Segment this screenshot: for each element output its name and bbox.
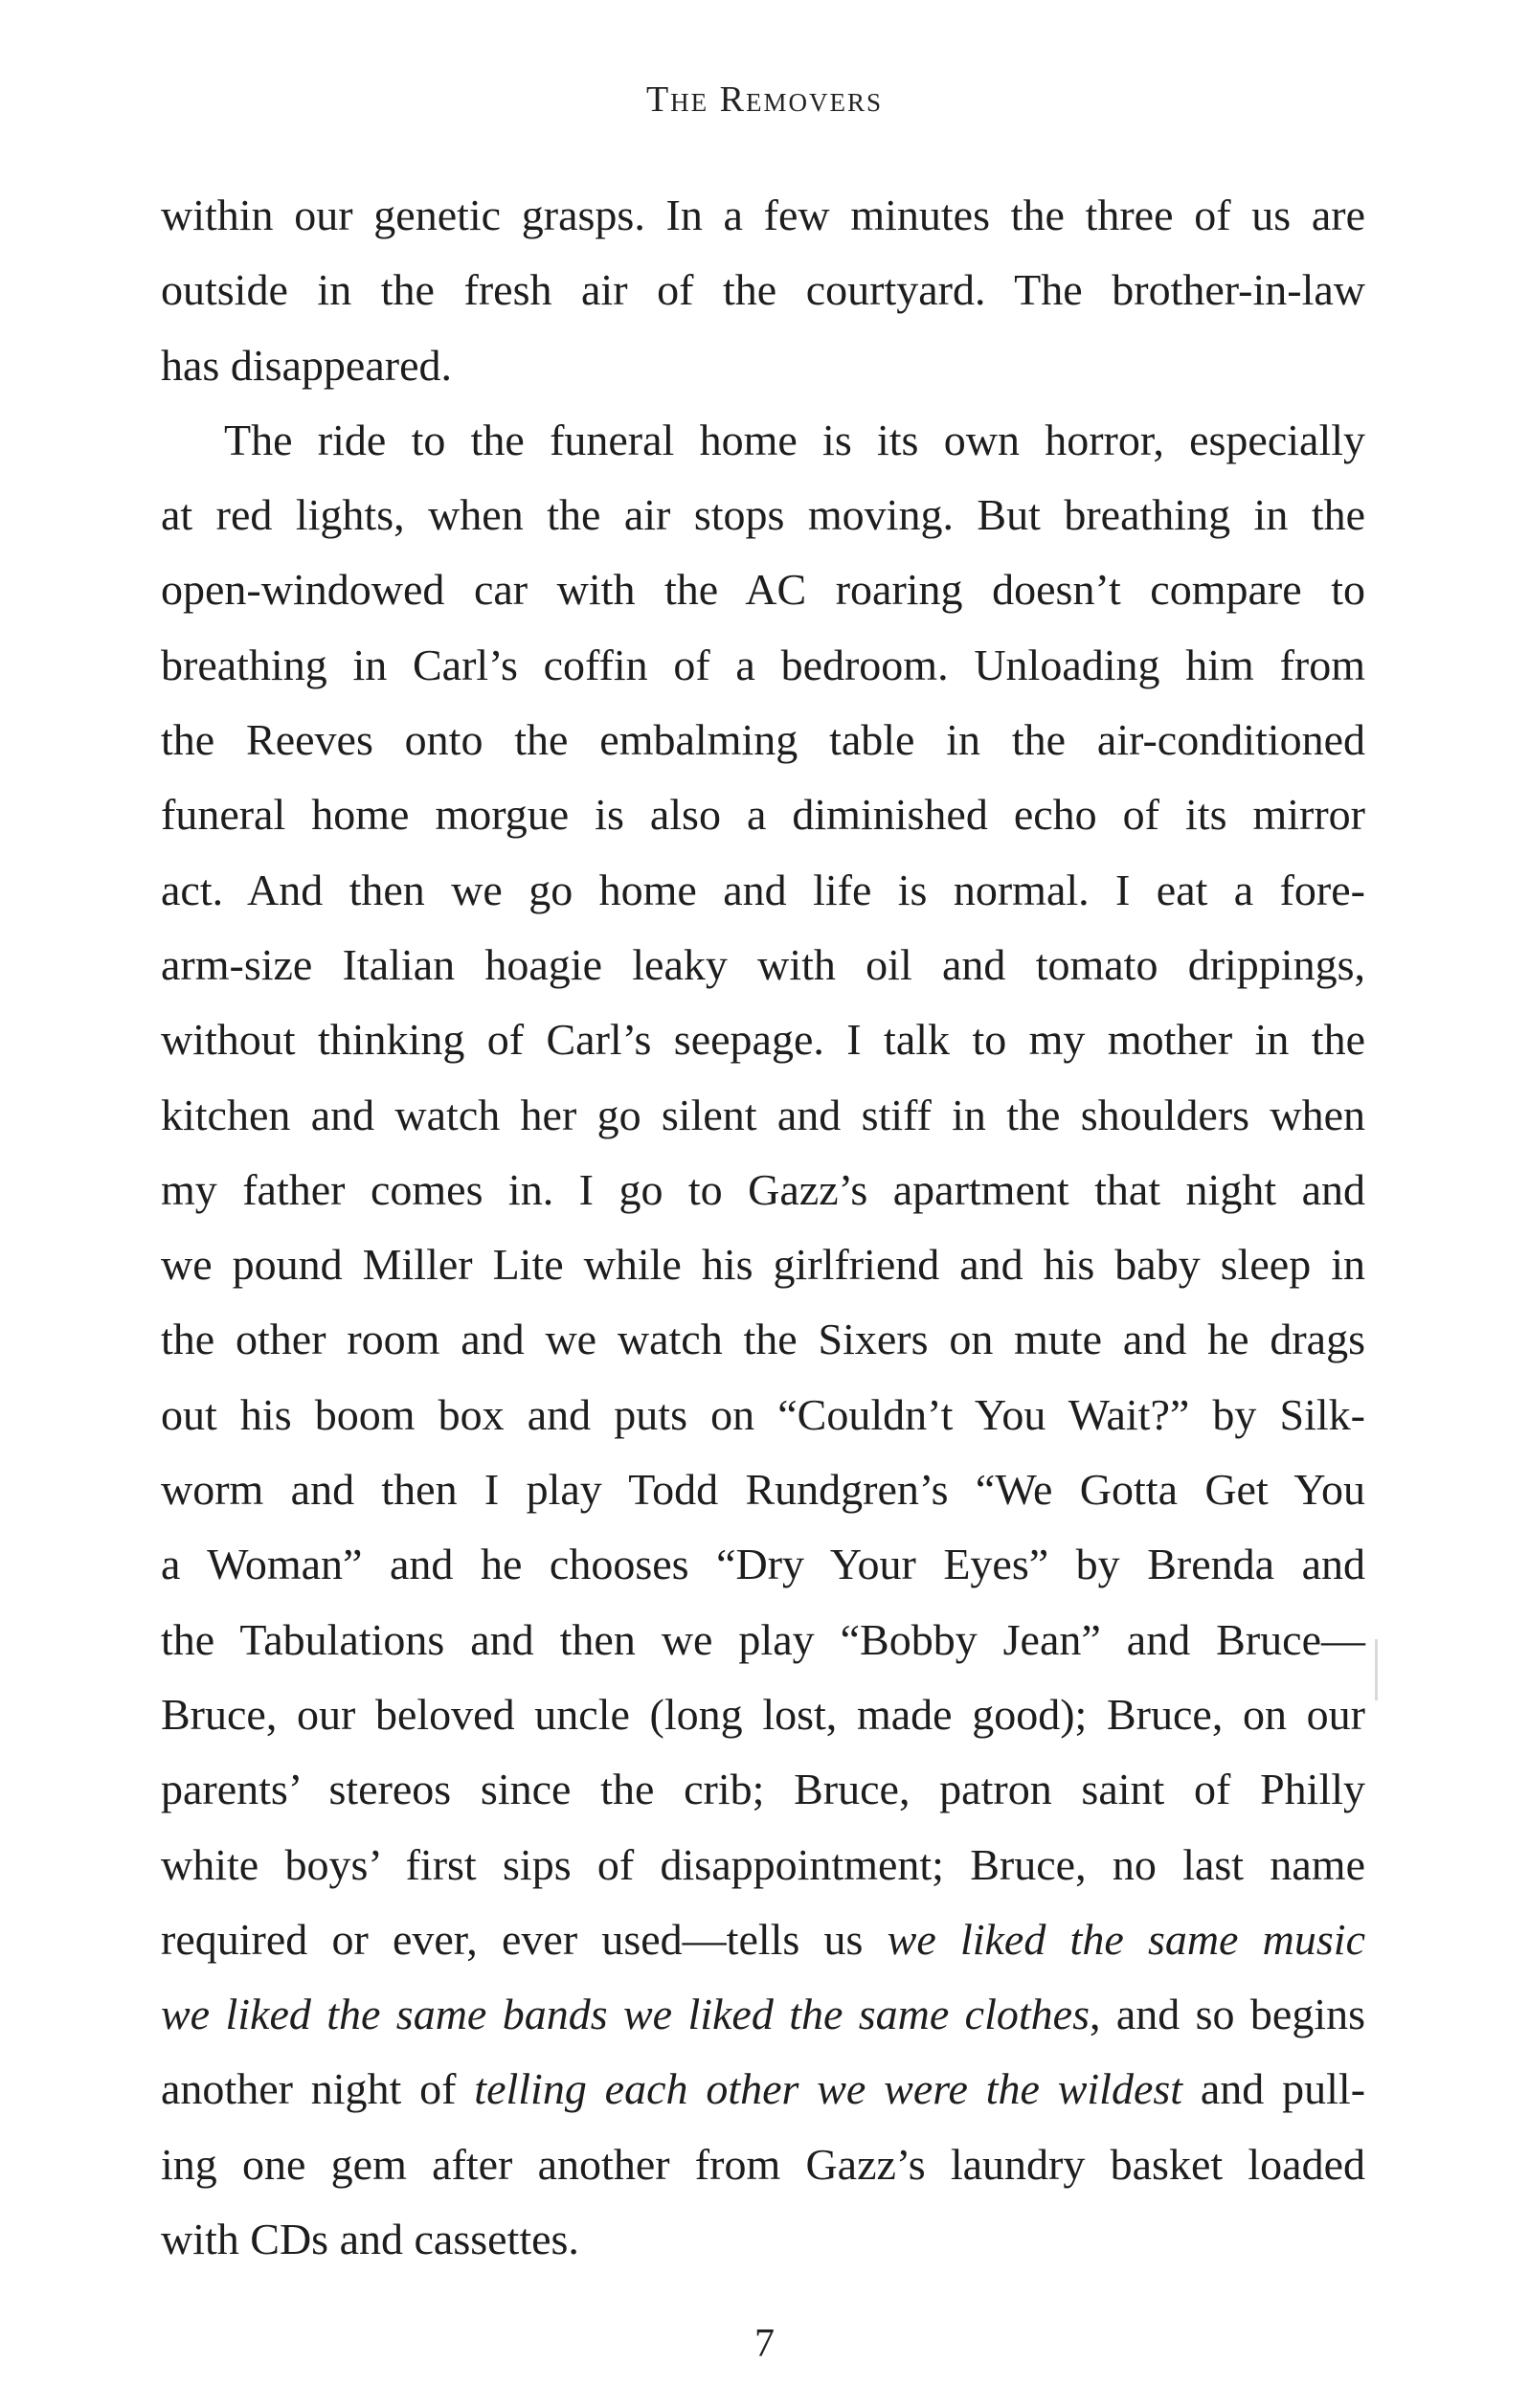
text-line: [161, 1078, 1365, 1153]
text-line: [161, 253, 1365, 327]
text-line: [161, 2052, 1365, 2127]
text-line: [161, 853, 1365, 928]
text-line: [161, 1153, 1365, 1227]
text-run: out his boom box and puts on “Couldn’t You Wait?” by Silk-: [161, 1389, 1365, 1439]
text-line: [161, 1828, 1365, 1902]
italic-run: telling each other we were the wildest: [474, 2064, 1183, 2114]
page-number: 7: [754, 2322, 775, 2366]
text-run: arm-size Italian hoagie leaky with oil and tomato drippings,: [161, 939, 1365, 989]
text-line: [161, 1977, 1365, 2052]
text-run: at red lights, when the air stops moving. But breathing in the: [161, 490, 1365, 540]
italic-run: we liked the same bands we liked the same clothes: [161, 1990, 1090, 2039]
text-run: within our genetic grasps. In a few minutes the three of us are: [161, 191, 1365, 239]
text-run: ing one gem after another from Gazz’s laundry basket loaded: [161, 2139, 1365, 2189]
text-line: [161, 928, 1365, 1002]
text-line: [161, 1378, 1365, 1452]
text-run: breathing in Carl’s coffin of a bedroom. Unloading him from: [161, 640, 1365, 689]
body-text: [161, 178, 1365, 2277]
text-line: [161, 1902, 1365, 1977]
running-head: The Removers: [645, 79, 884, 120]
text-line: [161, 403, 1365, 478]
text-line: [161, 2202, 1365, 2277]
text-run: act. And then we go home and life is normal. I eat a fore-: [161, 865, 1365, 914]
text-line: [161, 703, 1365, 777]
italic-run: we liked the same music: [887, 1914, 1365, 1964]
text-line: [161, 478, 1365, 552]
text-run: parents’ stereos since the crib; Bruce, patron saint of Philly: [161, 1765, 1365, 1814]
text-run: the Tabulations and then we play “Bobby Jean” and Bruce—: [161, 1614, 1365, 1664]
text-line: [161, 777, 1365, 852]
text-line: [161, 1603, 1365, 1677]
text-line: [161, 178, 1365, 253]
text-run: kitchen and watch her go silent and stiff in the shoulders when: [161, 1090, 1365, 1139]
text-line: [161, 1527, 1365, 1602]
text-run: funeral home morgue is also a diminished echo of its mirror: [161, 790, 1365, 840]
text-line: [161, 1302, 1365, 1377]
text-run: and pull-: [1182, 2064, 1366, 2114]
text-run: with CDs and cassettes.: [161, 2215, 579, 2264]
text-run: has disappeared.: [161, 340, 452, 390]
text-run: we pound Miller Lite while his girlfriend and his baby sleep in: [161, 1240, 1365, 1290]
text-line: [161, 1677, 1365, 1752]
text-run: Bruce, our beloved uncle (long lost, made good); Bruce, on our: [161, 1689, 1365, 1739]
text-run: open-windowed car with the AC roaring doesn’t compare to: [161, 565, 1365, 615]
text-line: [161, 1227, 1365, 1302]
text-line: [161, 1452, 1365, 1527]
paragraph: [161, 178, 1365, 403]
text-run: the Reeves onto the embalming table in the air-conditioned: [161, 715, 1365, 765]
text-run: The ride to the funeral home is its own horror, especially: [224, 415, 1365, 464]
text-run: , and so begins: [1089, 1990, 1366, 2039]
text-run: required or ever, ever used—tells us: [161, 1914, 888, 1964]
text-run: the other room and we watch the Sixers on mute and he drags: [161, 1315, 1365, 1364]
text-run: worm and then I play Todd Rundgren’s “We Gotta Get You: [161, 1465, 1365, 1515]
text-run: my father comes in. I go to Gazz’s apartment that night and: [161, 1164, 1365, 1214]
text-run: white boys’ first sips of disappointment; Bruce, no last name: [161, 1839, 1365, 1889]
text-line: [161, 1752, 1365, 1827]
paragraph: [161, 403, 1365, 2277]
scan-edge-mark: [1375, 1639, 1378, 1700]
text-run: a Woman” and he chooses “Dry Your Eyes” by Brenda and: [161, 1540, 1365, 1589]
text-run: another night of: [161, 2064, 475, 2114]
text-run: outside in the fresh air of the courtyard. The brother-in-law: [161, 265, 1365, 315]
text-line: [161, 628, 1365, 703]
text-line: [161, 328, 1365, 403]
text-line: [161, 1002, 1365, 1077]
text-run: without thinking of Carl’s seepage. I talk to my mother in the: [161, 1015, 1365, 1065]
text-line: [161, 552, 1365, 627]
text-line: [161, 2127, 1365, 2202]
